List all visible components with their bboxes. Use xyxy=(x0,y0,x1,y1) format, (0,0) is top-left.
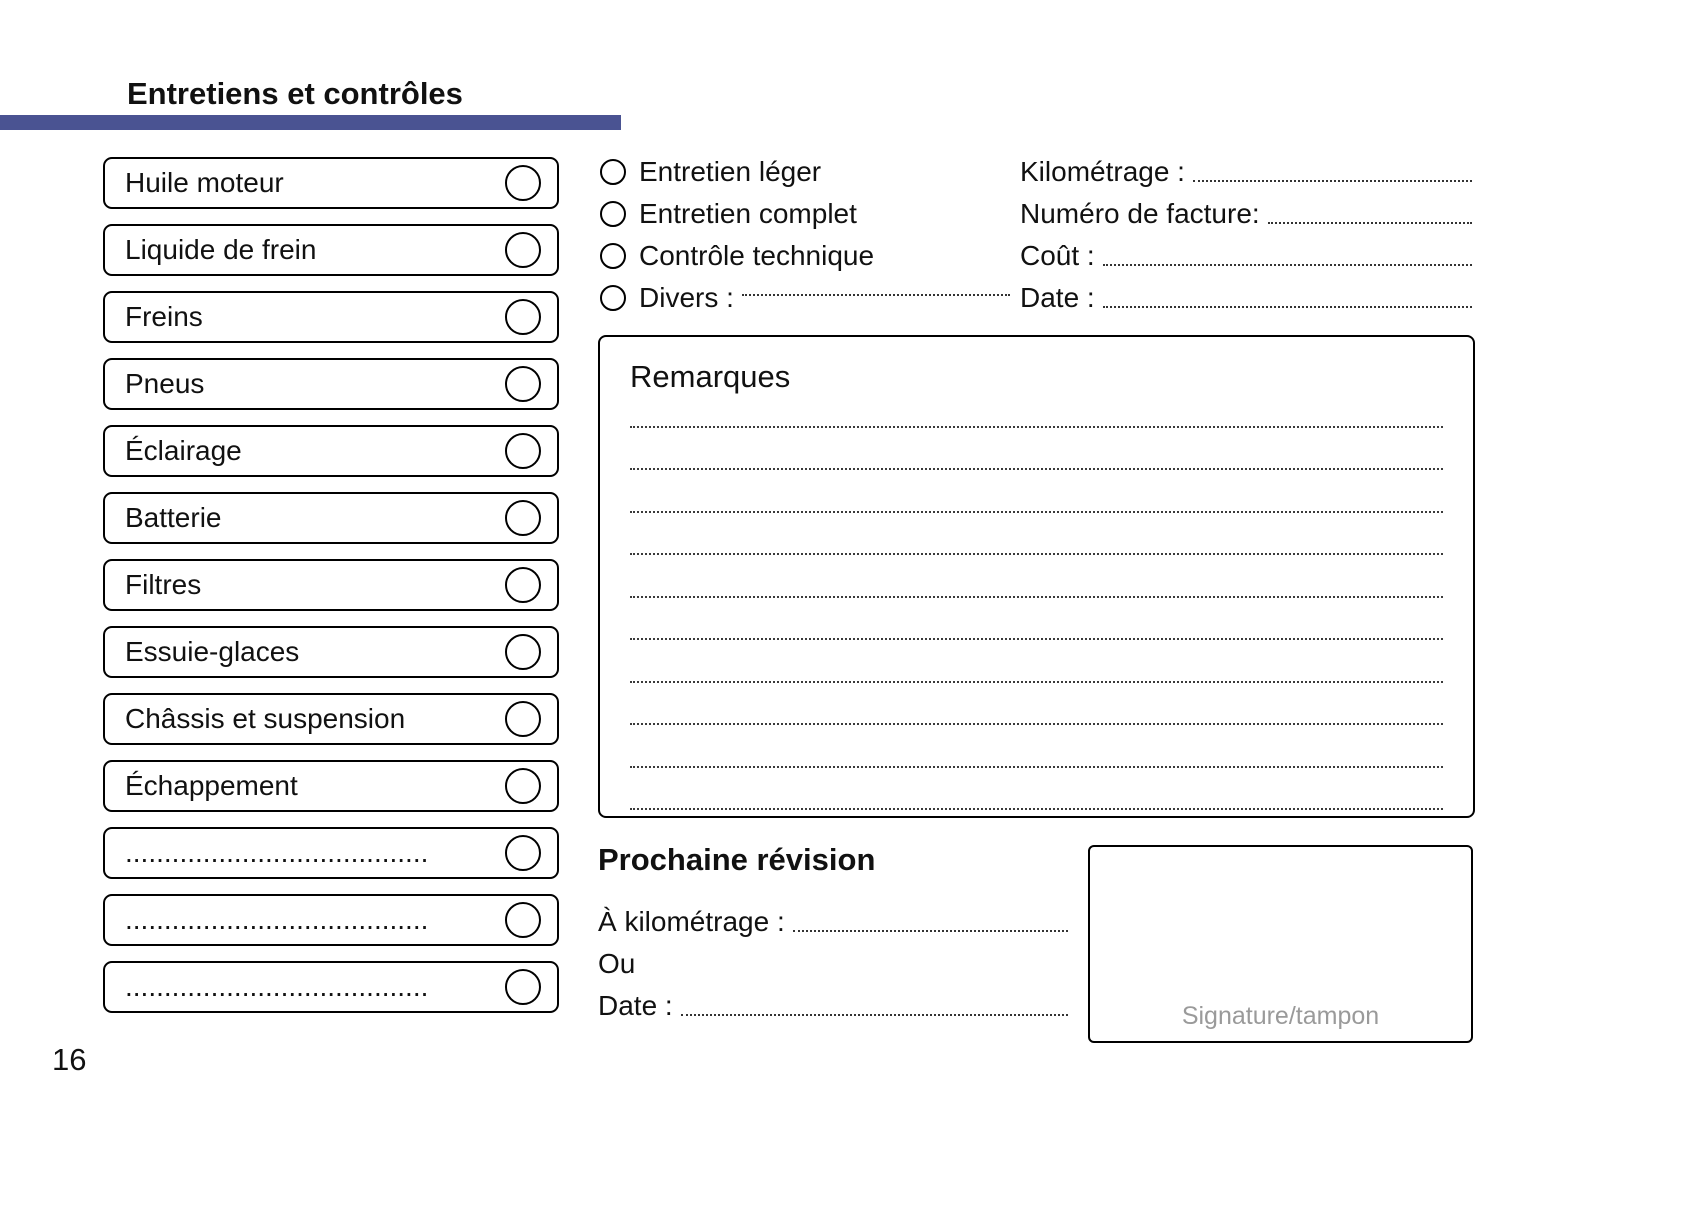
title-underline-bar xyxy=(0,115,621,130)
checklist-item xyxy=(103,291,559,343)
next-service-or-row xyxy=(598,946,1068,980)
next-service-km-field xyxy=(598,904,1068,938)
next-service-date-fill-line[interactable] xyxy=(681,1014,1068,1016)
remarks-line xyxy=(630,725,1443,768)
checklist-item-blank xyxy=(103,894,559,946)
checklist-item-label[interactable]: ....................................... xyxy=(125,837,429,868)
checklist-circle[interactable] xyxy=(505,165,541,201)
service-option-circle[interactable] xyxy=(600,285,626,311)
checklist-item xyxy=(103,358,559,410)
checklist-item-label: Éclairage xyxy=(125,435,242,466)
cout-fill-line[interactable] xyxy=(1103,264,1472,266)
service-option-label: Entretien léger xyxy=(639,155,822,187)
kilometrage-fill-line[interactable] xyxy=(1193,180,1472,182)
service-option-entretien-leger xyxy=(600,155,1020,188)
checklist-item-label: Essuie-glaces xyxy=(125,636,300,667)
checklist-item xyxy=(103,492,559,544)
remarks-line xyxy=(630,640,1443,683)
checklist-circle[interactable] xyxy=(505,835,541,871)
date-field xyxy=(1020,281,1472,314)
remarks-line xyxy=(630,598,1443,641)
checklist-circle[interactable] xyxy=(505,701,541,737)
remarks-title: Remarques xyxy=(630,359,791,394)
service-option-divers xyxy=(600,281,1020,314)
numero-facture-fill-line[interactable] xyxy=(1268,222,1472,224)
remarks-line xyxy=(630,768,1443,811)
checklist-item-label: Batterie xyxy=(125,502,222,533)
checklist-item-blank xyxy=(103,961,559,1013)
checklist-item xyxy=(103,559,559,611)
service-option-entretien-complet xyxy=(600,197,1020,230)
service-option-label: Divers : xyxy=(639,281,734,313)
checklist-item xyxy=(103,157,559,209)
service-option-circle[interactable] xyxy=(600,243,626,269)
date-fill-line[interactable] xyxy=(1103,306,1472,308)
checklist-item-label: Freins xyxy=(125,301,203,332)
service-option-controle-technique xyxy=(600,239,1020,272)
checklist-item-label: Châssis et suspension xyxy=(125,703,406,734)
checklist-circle[interactable] xyxy=(505,366,541,402)
checklist-circle[interactable] xyxy=(505,969,541,1005)
next-service-title: Prochaine révision xyxy=(598,842,876,877)
remarks-lines xyxy=(630,385,1443,810)
checklist-circle[interactable] xyxy=(505,433,541,469)
next-service-date-label: Date : xyxy=(598,990,673,1021)
remarks-line xyxy=(630,555,1443,598)
checklist-item-label: Filtres xyxy=(125,569,202,600)
next-service-or-label: Ou xyxy=(598,948,636,979)
checklist-circle[interactable] xyxy=(505,567,541,603)
numero-facture-field xyxy=(1020,197,1472,230)
remarks-line xyxy=(630,470,1443,513)
service-option-circle[interactable] xyxy=(600,159,626,185)
checklist-item-label[interactable]: ....................................... xyxy=(125,971,429,1002)
checklist-item-label: Échappement xyxy=(125,770,298,801)
next-service-section xyxy=(598,842,1068,1030)
checklist-circle[interactable] xyxy=(505,500,541,536)
cout-label: Coût : xyxy=(1020,240,1095,271)
kilometrage-field xyxy=(1020,155,1472,188)
next-service-km-fill-line[interactable] xyxy=(793,930,1068,932)
checklist-circle[interactable] xyxy=(505,902,541,938)
checklist-item xyxy=(103,626,559,678)
page-title: Entretiens et contrôles xyxy=(127,76,463,111)
remarks-line xyxy=(630,513,1443,556)
service-option-circle[interactable] xyxy=(600,201,626,227)
service-type-options xyxy=(600,155,1020,323)
checklist-circle[interactable] xyxy=(505,634,541,670)
checklist-item xyxy=(103,425,559,477)
invoice-fields xyxy=(1020,155,1472,323)
divers-fill-line[interactable] xyxy=(742,294,1010,296)
service-option-label: Entretien complet xyxy=(639,197,857,229)
checklist-item xyxy=(103,693,559,745)
checklist-circle[interactable] xyxy=(505,299,541,335)
next-service-date-field xyxy=(598,988,1068,1022)
checklist-circle[interactable] xyxy=(505,768,541,804)
kilometrage-label: Kilométrage : xyxy=(1020,156,1185,187)
remarks-line xyxy=(630,683,1443,726)
checklist-circle[interactable] xyxy=(505,232,541,268)
checklist-item-label: Liquide de frein xyxy=(125,234,317,265)
remarks-line xyxy=(630,428,1443,471)
remarks-line xyxy=(630,385,1443,428)
numero-facture-label: Numéro de facture: xyxy=(1020,198,1260,229)
remarks-box xyxy=(598,335,1475,818)
signature-box[interactable] xyxy=(1088,845,1473,1043)
checklist-item xyxy=(103,760,559,812)
checklist-item-label: Pneus xyxy=(125,368,205,399)
next-service-km-label: À kilométrage : xyxy=(598,906,785,937)
signature-label: Signature/tampon xyxy=(1181,1002,1380,1030)
checklist-item-blank xyxy=(103,827,559,879)
page-number: 16 xyxy=(52,1042,87,1077)
checklist-item xyxy=(103,224,559,276)
cout-field xyxy=(1020,239,1472,272)
checklist xyxy=(103,157,559,1028)
checklist-item-label: Huile moteur xyxy=(125,167,284,198)
date-label: Date : xyxy=(1020,282,1095,313)
service-option-label: Contrôle technique xyxy=(639,239,875,271)
checklist-item-label[interactable]: ....................................... xyxy=(125,904,429,935)
